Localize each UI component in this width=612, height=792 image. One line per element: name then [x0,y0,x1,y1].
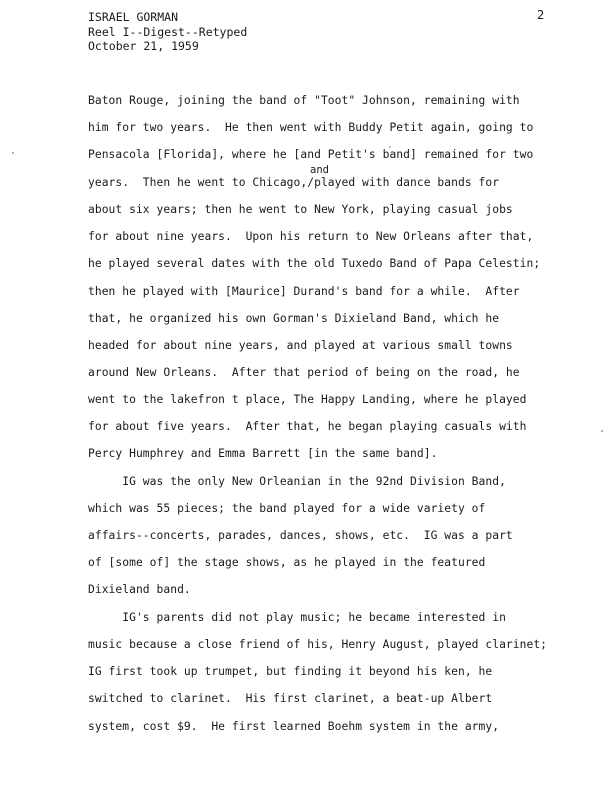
reel-label: Reel I--Digest--Retyped [88,24,248,39]
text-line: Percy Humphrey and Emma Barrett [in the same band]. [88,447,438,460]
text-line: for about five years. After that, he began playing casuals with [88,420,527,433]
interview-date: October 21, 1959 [88,39,199,53]
text-line: around New Orleans. After that period of being on the road, he [88,366,520,379]
insertion-caret-mark: ˏ [387,137,394,148]
text-line: IG's parents did not play music; he became interested in [88,611,506,624]
text-line: of [some of] the stage shows, as he played in the featured [88,556,486,569]
text-line: him for two years. He then went with Buddy Petit again, going to [88,121,534,134]
text-line: Pensacola [Florida], where he [and Petit's band] remained for two [88,148,534,161]
text-line: affairs--concerts, parades, dances, shows, etc. IG was a part [88,529,513,542]
document-header [88,10,247,54]
text-line: IG first took up trumpet, but finding it beyond his ken, he [88,665,493,678]
scan-speck [12,152,14,154]
text-line: he played several dates with the old Tuxedo Band of Papa Celestin; [88,257,541,270]
text-line: which was 55 pieces; the band played for a wide variety of [88,502,486,515]
text-line: system, cost $9. He first learned Boehm system in the army, [88,720,500,733]
text-line: about six years; then he went to New York, playing casual jobs [88,203,513,216]
text-line: Dixieland band. [88,583,191,596]
text-line: that, he organized his own Gorman's Dixieland Band, which he [88,312,500,325]
text-line: went to the lakefron t place, The Happy Landing, where he played [88,393,527,406]
text-line: switched to clarinet. His first clarinet, a beat-up Albert [88,692,493,705]
interviewee-name: ISRAEL GORMAN [88,10,179,24]
text-line: then he played with [Maurice] Durand's band for a while. After [88,285,520,298]
handwritten-insertion: and [310,164,329,176]
page-number: 2 [537,8,545,22]
text-line: headed for about nine years, and played at various small towns [88,339,513,352]
text-line: Baton Rouge, joining the band of "Toot" Johnson, remaining with [88,94,520,107]
scan-speck [601,430,603,432]
text-line: for about nine years. Upon his return to New Orleans after that, [88,230,534,243]
text-line: music because a close friend of his, Henry August, played clarinet; [88,638,548,651]
text-line: IG was the only New Orleanian in the 92nd Division Band, [88,475,506,488]
text-line: years. Then he went to Chicago,/played with dance bands for [88,176,500,189]
